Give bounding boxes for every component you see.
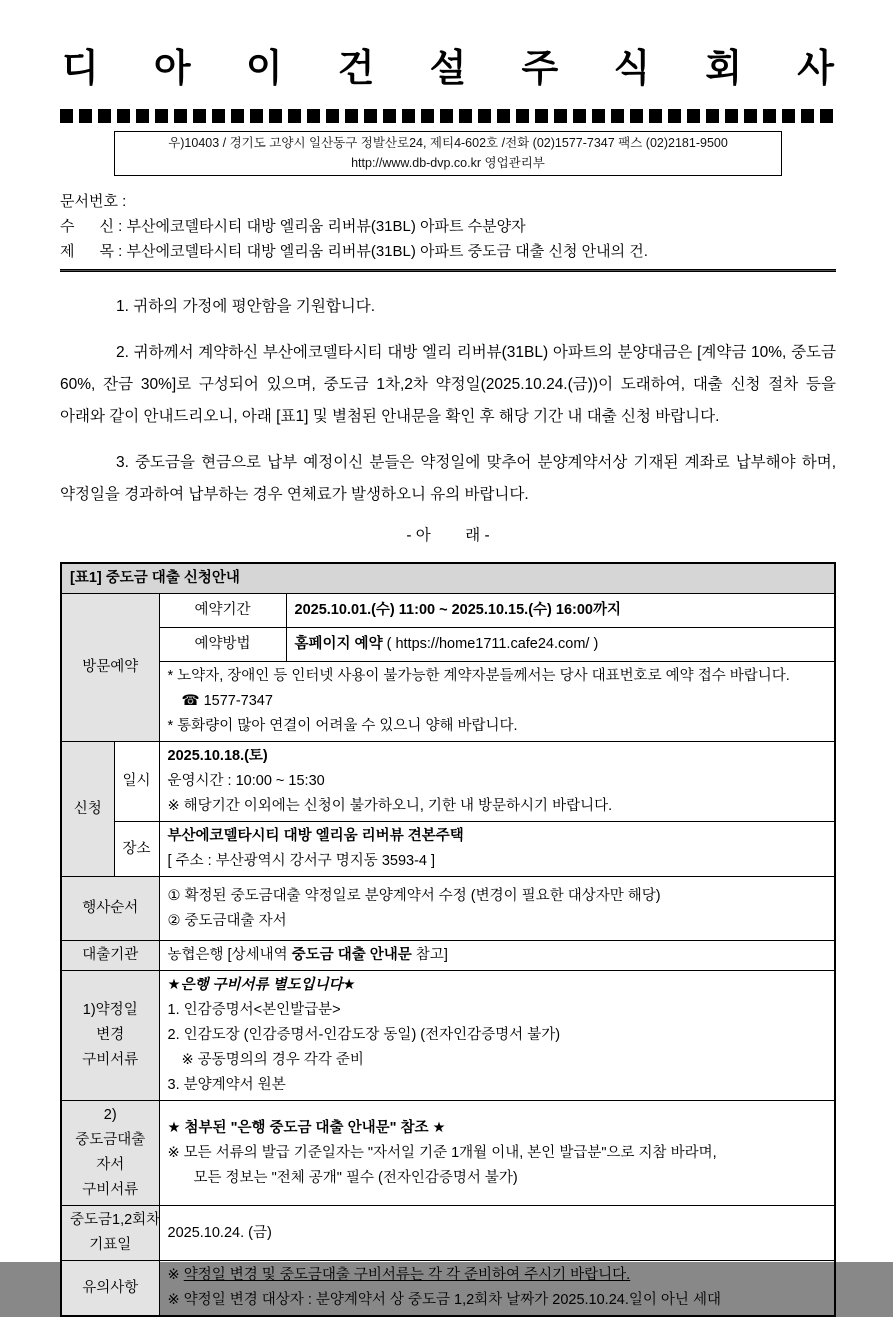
- docs1-item-2: 2. 인감도장 (인감증명서-인감도장 동일) (전자인감증명서 불가): [167, 1027, 561, 1043]
- doc-number-line: [60, 189, 836, 214]
- visit-method-bold: 홈페이지 예약: [294, 636, 383, 652]
- bank-text-post: 참고]: [411, 947, 448, 963]
- recipient-line: [60, 214, 836, 239]
- apply-place-row: [61, 822, 835, 877]
- company-letter: 아: [153, 48, 191, 90]
- visit-note-row: [61, 662, 835, 742]
- bank-cell: [159, 941, 835, 971]
- below-separator: - 아 래 -: [406, 527, 490, 544]
- docs2-label-cell: 2)중도금대출 자서 구비서류: [61, 1101, 159, 1206]
- docs1-item-2-note: ※ 공동명의의 경우 각각 준비: [181, 1052, 364, 1068]
- due-label-cell: 중도금1,2회차 기표일: [61, 1206, 159, 1261]
- visit-method-url: ( https://home1711.cafe24.com/ ): [382, 636, 599, 652]
- visit-period-value-cell: [286, 594, 835, 628]
- apply-place-label-cell: 장소: [114, 822, 159, 877]
- address-line-2: http://www.db-dvp.co.kr 영업관리부: [351, 156, 545, 170]
- doc-info: [60, 189, 836, 264]
- bank-label-cell: 대출기관: [61, 941, 159, 971]
- docs1-cell: [159, 971, 835, 1101]
- apply-datetime-cell: [159, 742, 835, 822]
- company-letter: 건: [337, 48, 375, 90]
- order-item-1: ① 확정된 중도금대출 약정일로 분양계약서 수정 (변경이 필요한 대상자만 해당): [167, 887, 661, 904]
- company-letter: 식: [613, 48, 651, 90]
- title-rule: [60, 269, 836, 272]
- apply-place-name: 부산에코델타시티 대방 엘리움 리버뷰 견본주택: [167, 828, 464, 844]
- apply-datetime-label-cell: 일시: [114, 742, 159, 822]
- apply-place-address: [ 주소 : 부산광역시 강서구 명지동 3593-4 ]: [167, 853, 436, 869]
- docs2-title: ★ 첨부된 "은행 중도금 대출 안내문" 참조 ★: [167, 1119, 446, 1136]
- caution-cell: [159, 1261, 835, 1317]
- docs1-title: ★은행 구비서류 별도입니다★: [167, 977, 356, 993]
- caution-line-1: [168, 1263, 827, 1288]
- docs2-note-2: 모든 정보는 "전체 공개" 필수 (전자인감증명서 불가): [193, 1169, 518, 1186]
- caution-line-1-text: 약정일 변경 및 중도금대출 구비서류는 각 각 준비하여 주시기 바랍니다.: [183, 1267, 631, 1283]
- docs1-label-cell: 1)약정일 변경 구비서류: [61, 971, 159, 1101]
- docs2-row: [61, 1101, 835, 1206]
- visit-note-2: * 통화량이 많아 연결이 어려울 수 있으니 양해 바랍니다.: [167, 718, 518, 734]
- company-letter: 이: [245, 48, 283, 90]
- divider-bar: [60, 109, 836, 123]
- order-cell: [159, 877, 835, 941]
- docs1-item-3: 3. 분양계약서 원본: [167, 1077, 286, 1093]
- paragraph-3: 3. 중도금을 현금으로 납부 예정이신 분들은 약정일에 맞추어 분양계약서상 기재된 계좌로 납부해야 하며, 약정일을 경과하여 납부하는 경우 연체료가 발생하오니 유의 바랍니다.: [60, 454, 836, 503]
- docs2-cell: [159, 1101, 835, 1206]
- phone-icon: ☎: [181, 693, 200, 709]
- company-letter: 주: [521, 48, 559, 90]
- order-row: [61, 877, 835, 941]
- visit-method-label-cell: 예약방법: [159, 628, 286, 662]
- apply-hours: 운영시간 : 10:00 ~ 15:30: [167, 773, 325, 789]
- visit-note-cell: [159, 662, 835, 742]
- company-name: [60, 46, 836, 92]
- visit-method-row: [61, 628, 835, 662]
- apply-place-cell: [159, 822, 835, 877]
- caution-line-1-prefix: ※: [167, 1267, 184, 1283]
- recipient-value: 부산에코델타시티 대방 엘리움 리버뷰(31BL) 아파트 수분양자: [126, 218, 526, 235]
- recipient-label: 수 신 :: [60, 218, 127, 235]
- visit-note-1: * 노약자, 장애인 등 인터넷 사용이 불가능한 계약자분들께서는 당사 대표번호로 예약 접수 바랍니다.: [167, 668, 790, 684]
- bank-row: [61, 941, 835, 971]
- visit-phone-line: [168, 689, 827, 714]
- paragraph-2: 2. 귀하께서 계약하신 부산에코델타시티 대방 엘리 리버뷰(31BL) 아파트의 분양대금은 [계약금 10%, 중도금 60%, 잔금 30%]로 구성되어 있으며, 중도금 1차,2차 약정일(2025.10.24.(금))이 도래하여, 대출 신청 절차 등을 아래와 같이 안내드리오니, 아래 [표1] 및 별첨된 안내문을 확인 후 해당 기간 내 대출 신청 바랍니다.: [60, 344, 836, 425]
- visit-label-cell: 방문예약: [61, 594, 159, 742]
- visit-period-value: 2025.10.01.(수) 11:00 ~ 2025.10.15.(수) 16:00까지: [294, 602, 621, 618]
- visit-period-row: [61, 594, 835, 628]
- order-label-cell: 행사순서: [61, 877, 159, 941]
- due-row: [61, 1206, 835, 1261]
- table-title: [표1] 중도금 대출 신청안내: [61, 563, 835, 594]
- caution-row: [61, 1261, 835, 1317]
- company-letter: 사: [797, 48, 834, 90]
- company-letter: 설: [429, 48, 467, 90]
- docs2-note-1: ※ 모든 서류의 발급 기준일자는 "자서일 기준 1개월 이내, 본인 발급분"으로 지참 바라며,: [167, 1144, 717, 1161]
- company-letter: 디: [62, 48, 99, 90]
- visit-period-label-cell: 예약기간: [159, 594, 286, 628]
- bank-text-pre: 농협은행 [상세내역: [167, 947, 292, 963]
- order-item-2: ② 중도금대출 자서: [167, 912, 287, 929]
- subject-line: [60, 239, 836, 264]
- phone-number: 1577-7347: [203, 693, 273, 709]
- docs1-row: [61, 971, 835, 1101]
- visit-method-value-cell: [286, 628, 835, 662]
- table-title-row: [61, 563, 835, 594]
- apply-datetime-row: [61, 742, 835, 822]
- subject-value: 부산에코델타시티 대방 엘리움 리버뷰(31BL) 아파트 중도금 대출 신청 안내의 건.: [126, 243, 648, 260]
- bank-text-bold: 중도금 대출 안내문: [291, 947, 412, 963]
- caution-line-2: ※ 약정일 변경 대상자 : 분양계약서 상 중도금 1,2회차 날짜가 2025.10.24.일이 아닌 세대: [167, 1292, 721, 1308]
- address-line-1: 우)10403 / 경기도 고양시 일산동구 정발산로24, 제티4-602호 /전화 (02)1577-7347 팩스 (02)2181-9500: [168, 136, 728, 150]
- loan-table: [60, 562, 836, 1317]
- company-letter: 회: [705, 48, 743, 90]
- apply-datetime-note: ※ 해당기간 이외에는 신청이 불가하오니, 기한 내 방문하시기 바랍니다.: [167, 798, 613, 814]
- doc-number-label: 문서번호 :: [60, 193, 127, 210]
- paragraph-1: 1. 귀하의 가정에 평안함을 기원합니다.: [116, 298, 376, 315]
- caution-label-cell: 유의사항: [61, 1261, 159, 1317]
- subject-label: 제 목 :: [60, 243, 127, 260]
- due-cell: 2025.10.24. (금): [159, 1206, 835, 1261]
- docs1-item-1: 1. 인감증명서<본인발급분>: [167, 1002, 341, 1018]
- apply-date: 2025.10.18.(토): [167, 748, 268, 764]
- address-box: [114, 131, 782, 176]
- apply-label-cell: 신청: [61, 742, 114, 877]
